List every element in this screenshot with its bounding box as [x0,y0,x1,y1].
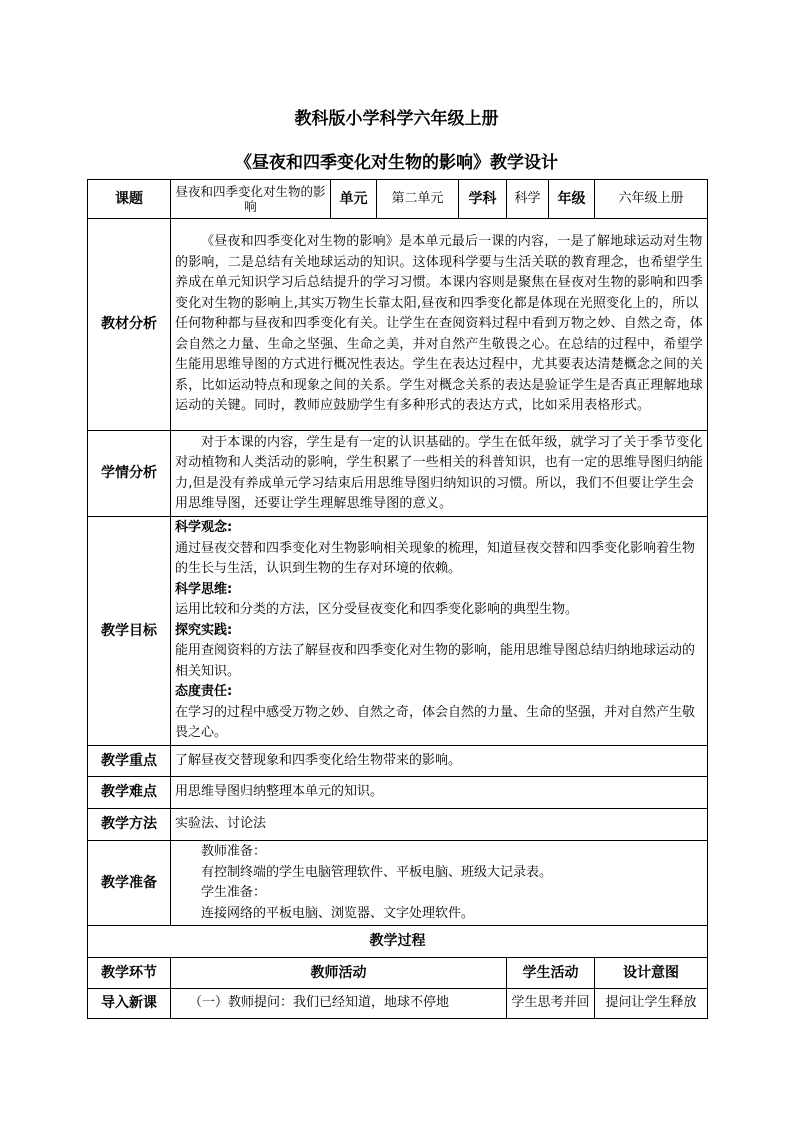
difficulty-row [88,777,708,809]
material-cell [171,219,708,431]
goal-text: 通过昼夜交替和四季变化对生物影响相关现象的梳理，知道昼夜交替和四季变化影响着生物的生长与生活，认识到生物的生存对环境的依赖。 [175,540,696,577]
prep-teacher-text: 有控制终端的学生电脑管理软件、平板电脑、班级大记录表。 [201,864,553,880]
lesson-plan-table [87,179,708,1019]
subject-label: 学科 [459,180,507,219]
grade-value: 六年级上册 [595,180,708,219]
goal-heading: 探究实践: [175,622,233,638]
process-title-row [88,926,708,958]
process-row [88,989,708,1019]
prep-student-heading: 学生准备： [201,885,267,900]
key-point-text: 了解昼夜交替现象和四季变化给生物带来的影响。 [171,746,708,777]
unit-value: 第二单元 [377,180,459,219]
topic-value: 昼夜和四季变化对生物的影响 [171,180,331,219]
key-point-label: 教学重点 [88,746,171,777]
prep-student-text: 连接网络的平板电脑、浏览器、文字处理软件。 [201,905,475,921]
learner-cell [171,431,708,517]
design-intent-cell: 提问让学生释放 [595,989,708,1019]
goals-row [88,517,708,746]
col-stage-header: 教学环节 [88,958,171,989]
grade-label: 年级 [549,180,595,219]
goals-cell [171,517,708,746]
material-row [88,219,708,431]
col-intent-header: 设计意图 [595,958,708,989]
teacher-activity-cell: （一）教师提问：我们已经知道，地球不停地 [171,989,507,1019]
process-title: 教学过程 [88,926,708,958]
document-subtitle: 《昼夜和四季变化对生物的影响》教学设计 [235,153,558,173]
learner-text: 对于本课的内容，学生是有一定的认识基础的。学生在低年级，就学习了关于季节变化对动植物和人类活动的影响，学生积累了一些相关的科普知识，也有一定的思维导图归纳能力,但是没有养成单元学习结束后用思维导图归纳知识的习惯。所以，我们不但要让学生会用思维导图，还要让学生理解思维导图的意义。 [175,434,704,511]
stage-cell: 导入新课 [88,989,171,1019]
goal-text: 运用比较和分类的方法，区分受昼夜变化和四季变化影响的典型生物。 [175,602,579,618]
col-student-header: 学生活动 [507,958,595,989]
method-text: 实验法、讨论法 [171,809,708,841]
material-text: 《昼夜和四季变化对生物的影响》是本单元最后一课的内容，一是了解地球运动对生物的影响，二是总结有关地球运动的知识。这体现科学要与生活关联的教育理念，也希望学生养成在单元知识学习后总结提升的学习习惯。本课内容则是聚焦在昼夜对生物的影响和四季变化对生物的影响上,其实万物生长靠太阳,昼夜和四季变化都是体现在光照变化上的，所以任何物种都与昼夜和四季变化有关。让学生在查阅资料过程中看到万物之妙、自然之奇，体会自然之力量、生命之坚强、生命之美，并对自然产生敬畏之心。在总结的过程中，希望学生能用思维导图的方式进行概况性表达。学生在表达过程中，尤其要表达清楚概念之间的关系，比如运动特点和现象之间的关系。学生对概念关系的表达是验证学生是否真正理解地球运动的关键。同时，教师应鼓励学生有多种形式的表达方式，比如采用表格形式。 [175,234,704,414]
difficulty-label: 教学难点 [88,777,171,809]
process-header-row [88,958,708,989]
method-label: 教学方法 [88,809,171,841]
subject-value: 科学 [507,180,549,219]
topic-label: 课题 [88,180,171,219]
col-teacher-header: 教师活动 [171,958,507,989]
prep-teacher-heading: 教师准备： [201,844,267,859]
prep-row [88,841,708,926]
goal-heading: 态度责任: [175,684,233,700]
material-label: 教材分析 [88,219,171,431]
prep-label: 教学准备 [88,841,171,926]
header-row [88,180,708,219]
unit-label: 单元 [331,180,377,219]
goals-label: 教学目标 [88,517,171,746]
student-activity-cell: 学生思考并回 [507,989,595,1019]
goal-text: 能用查阅资料的方法了解昼夜和四季变化对生物的影响，能用思维导图总结归纳地球运动的相关知识。 [175,643,696,679]
goal-heading: 科学思维: [175,581,233,597]
goal-text: 在学习的过程中感受万物之妙、自然之奇，体会自然的力量、生命的坚强，并对自然产生敬畏之心。 [175,704,696,741]
document-title: 教科版小学科学六年级上册 [294,109,499,129]
learner-row [88,431,708,517]
method-row [88,809,708,841]
goal-heading: 科学观念: [175,520,233,536]
difficulty-text: 用思维导图归纳整理本单元的知识。 [171,777,708,809]
prep-cell [171,841,708,926]
learner-label: 学情分析 [88,431,171,517]
key-point-row [88,746,708,777]
